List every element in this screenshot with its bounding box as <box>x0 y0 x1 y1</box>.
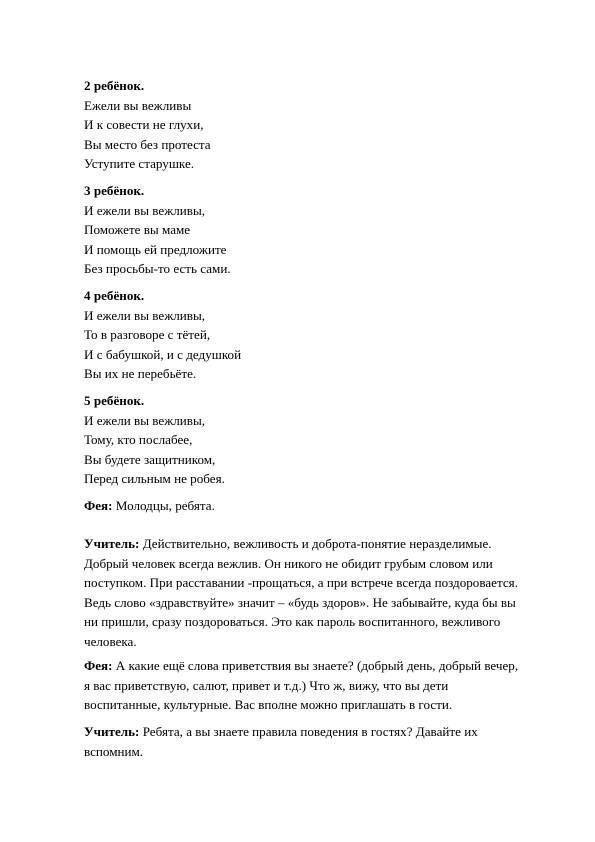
paragraph-line <box>84 496 564 516</box>
fairy-remark-1 <box>84 496 564 516</box>
paragraph-line <box>84 722 564 742</box>
speaker-label: Фея: <box>84 658 113 673</box>
paragraph-line <box>84 534 564 554</box>
paragraph-line: я вас приветствую, салют, привет и т.д.) Что ж, вижу, что вы дети <box>84 677 449 693</box>
speaker-label: Учитель: <box>84 724 140 739</box>
paragraph-line: ни пришли, сразу поздороваться. Это как пароль воспитанного, вежливого <box>84 614 501 629</box>
paragraph-line: вспомним. <box>84 743 144 759</box>
speaker-label: Учитель: <box>84 536 140 551</box>
verse-line: Тому, кто послабее, <box>84 432 193 447</box>
paragraph-text: Молодцы, ребята. <box>112 498 215 513</box>
paragraph-line: воспитанные, культурные. Вас вполне можно приглашать в гости. <box>84 697 453 712</box>
speaker-label: Фея: <box>84 498 113 513</box>
verse-line: И ежели вы вежливы, <box>84 202 206 218</box>
verse-line: И помощь ей предложите <box>84 241 227 257</box>
stanza-child-4 <box>84 286 564 384</box>
verse-line: Уступите старушке. <box>84 156 195 171</box>
paragraph-text: Действительно, вежливость и доброта-понятие неразделимые. <box>139 536 492 551</box>
paragraph-text: А какие ещё слова приветствия вы знаете? (добрый день, добрый вечер, <box>112 658 519 673</box>
verse-line: Поможете вы маме <box>84 222 191 237</box>
teacher-remark-1 <box>84 534 564 651</box>
speaker-label: 2 ребёнок. <box>84 78 145 93</box>
verse-line: Вы их не перебьёте. <box>84 366 197 381</box>
verse-line: Перед сильным не робея. <box>84 471 225 486</box>
verse-line: Ежели вы вежливы <box>84 97 192 113</box>
verse-line: Вы место без протеста <box>84 136 211 152</box>
verse-line: Без просьбы-то есть сами. <box>84 261 231 276</box>
stanza-child-3 <box>84 181 564 279</box>
verse-line: И с бабушкой, и с дедушкой <box>84 346 242 362</box>
teacher-remark-2 <box>84 722 564 761</box>
verse-line: И ежели вы вежливы, <box>84 307 206 323</box>
paragraph-line: Ведь слово «здравствуйте» значит – «будь здоров». Не забывайте, куда бы вы <box>84 594 516 610</box>
verse-line: Вы будете защитником, <box>84 451 216 467</box>
speaker-label: 3 ребёнок. <box>84 183 145 198</box>
speaker-label: 5 ребёнок. <box>84 393 145 408</box>
stanza-child-5 <box>84 391 564 489</box>
paragraph-line <box>84 656 564 676</box>
paragraph-line: Добрый человек всегда вежлив. Он никого не обидит грубым словом или <box>84 555 493 571</box>
paragraph-line: поступком. При расставании -прощаться, а при встрече всегда поздоровается. <box>84 575 518 590</box>
verse-line: И к совести не глухи, <box>84 117 204 132</box>
fairy-remark-2 <box>84 656 564 715</box>
paragraph-line: человека. <box>84 633 137 649</box>
speaker-label: 4 ребёнок. <box>84 288 145 303</box>
verse-line: То в разговоре с тётей, <box>84 327 211 342</box>
stanza-child-2 <box>84 76 564 174</box>
verse-line: И ежели вы вежливы, <box>84 412 206 428</box>
paragraph-text: Ребята, а вы знаете правила поведения в гостях? Давайте их <box>139 724 478 739</box>
